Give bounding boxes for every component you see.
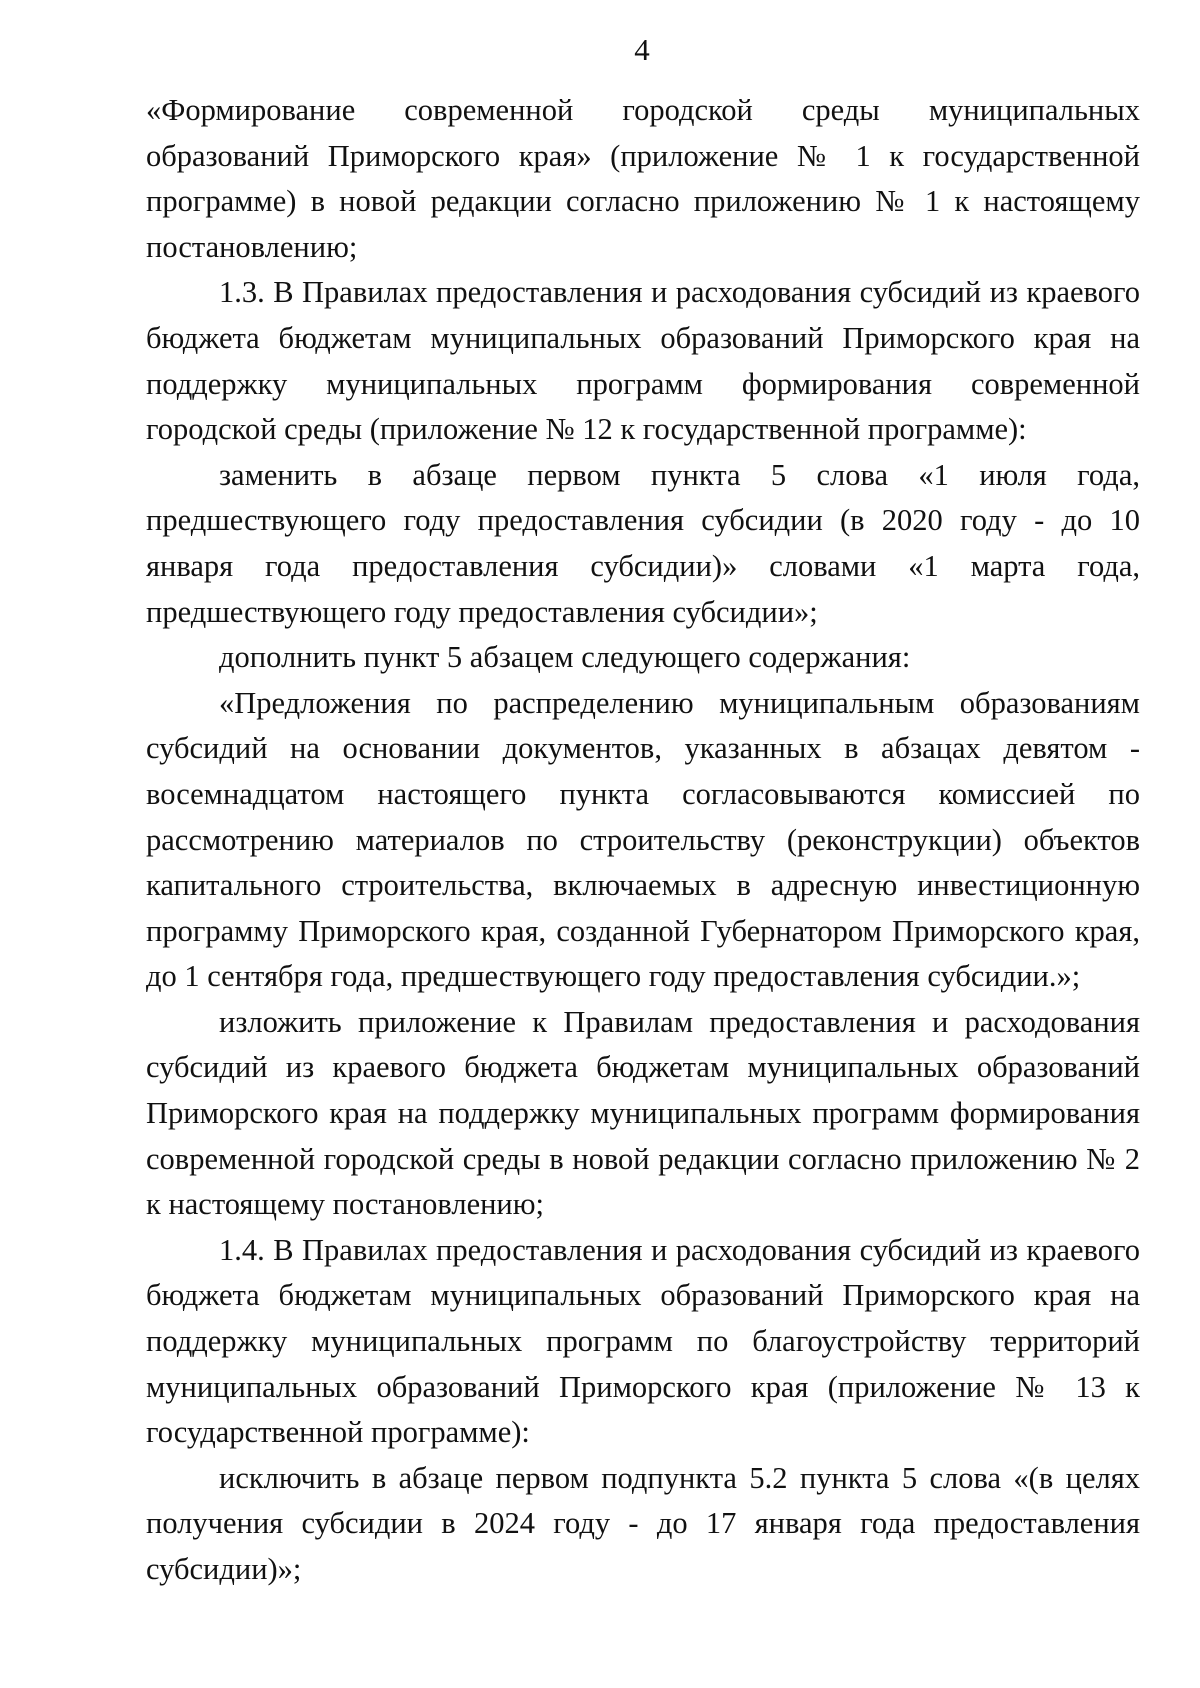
paragraph-item-1-3: 1.3. В Правилах предоставления и расходования субсидий из краевого бюджета бюджетам муниципальных образований Приморского края на поддержку муниципальных программ формирования современной городской среды (приложение № 12 к государственной программе): [146, 275, 1140, 447]
paragraph-replace-clause: заменить в абзаце первом пункта 5 слова «1 июля года, предшествующего году предоставления субсидии (в 2020 году - до 10 января года предоставления субсидии)» словами «1 марта года, предшествующего году предоставления субсидии»; [146, 457, 1140, 629]
paragraph-item-1-4: 1.4. В Правилах предоставления и расходования субсидий из краевого бюджета бюджетам муниципальных образований Приморского края на поддержку муниципальных программ по благоустройству территорий муниципальных образований Приморского края (приложение № 13 к государственной программе): [146, 1232, 1140, 1450]
paragraph-quoted-clause: «Предложения по распределению муниципальным образованиям субсидий на основании документов, указанных в абзацах девятом - восемнадцатом настоящего пункта согласовываются комиссией по рассмотрению материалов по строительству (реконструкции) объектов капитального строительства, включаемых в адресную инвестиционную программу Приморского края, созданной Губернатором Приморского края, до 1 сентября года, предшествующего году предоставления субсидии.»; [146, 685, 1140, 994]
paragraph-intro: «Формирование современной городской среды муниципальных образований Приморского края» (приложение № 1 к государственной программе) в новой редакции согласно приложению № 1 к настоящему постановлению; [146, 93, 1140, 264]
paragraph-add-clause: дополнить пункт 5 абзацем следующего содержания: [219, 640, 911, 675]
paragraph-exclude-clause: исключить в абзаце первом подпункта 5.2 пункта 5 слова «(в целях получения субсидии в 2024 году - до 17 января года предоставления субсидии)»; [146, 1460, 1140, 1586]
paragraph-restate-clause: изложить приложение к Правилам предоставления и расходования субсидий из краевого бюджета бюджетам муниципальных образований Приморского края на поддержку муниципальных программ формирования современной городской среды в новой редакции согласно приложению № 2 к настоящему постановлению; [146, 1004, 1140, 1222]
page-number: 4 [634, 32, 650, 67]
document-body [146, 88, 1140, 1593]
